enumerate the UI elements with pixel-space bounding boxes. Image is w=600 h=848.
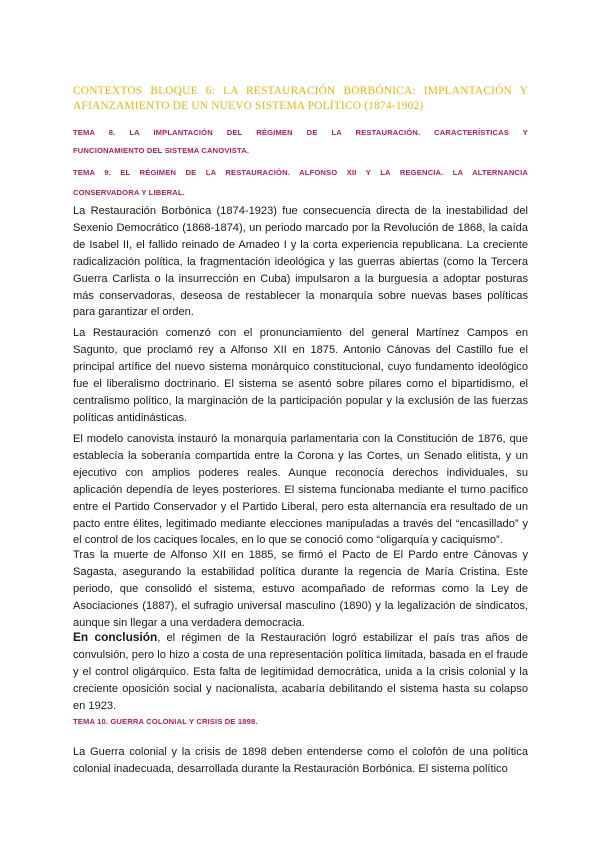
paragraph-modelo-canovista: El modelo canovista instauró la monarquía parlamentaria con la Constitución de 1876, que establecía la soberanía compartida entre la Corona y las Cortes, un Senado elitista, y un ejecutivo con amplios poderes reales. Aunque reconocía derechos individuales, su aplicación dependía de leyes posteriores. El sistema funcionaba mediante el turno pacífico entre el Partido Conservador y el Partido Liberal, pero esta alternancia era resultado de un pacto entre élites, legitimado mediante elecciones manipuladas a través del “encasillado” y el control de los caciques locales, en lo que se conoció como “oligarquía y caciquismo”. [73, 433, 528, 547]
paragraph-guerra-colonial: La Guerra colonial y la crisis de 1898 deben entenderse como el colofón de una política colonial inadecuada, desarrollada durante la Restauración Borbónica. El sistema político [73, 746, 528, 775]
paragraph-regencia: Tras la muerte de Alfonso XII en 1885, se firmó el Pacto de El Pardo entre Cánovas y Sagasta, asegurando la estabilidad política durante la regencia de María Cristina. Este periodo, que consolidó el sistema, estuvo acompañado de reformas como la Ley de Asociaciones (1887), el sufragio universal masculino (1890) y la legalización de sindicatos, aunque sin llegar a una verdadera democracia. [73, 549, 528, 629]
conclusion-lead: En conclusión [73, 630, 158, 644]
paragraph-conclusion [73, 629, 528, 715]
block-title-line-2: AFIANZAMIENTO DE UN NUEVO SISTEMA POLÍTICO (1874-1902) [73, 100, 424, 112]
tema-10-heading: TEMA 10. GUERRA COLONIAL Y CRISIS DE 1898. [73, 717, 258, 726]
block-title-line-1: CONTEXTOS BLOQUE 6: LA RESTAURACIÓN BORBÓNICA: IMPLANTACIÓN Y [73, 85, 528, 97]
tema-9-heading-line-2: CONSERVADORA Y LIBERAL. [73, 188, 185, 197]
tema-8-heading-line-2: FUNCIONAMIENTO DEL SISTEMA CANOVISTA. [73, 146, 250, 155]
tema-9-heading-line-1: TEMA 9. EL RÉGIMEN DE LA RESTAURACIÓN. ALFONSO XII Y LA REGENCIA. LA ALTERNANCIA [73, 168, 528, 177]
paragraph-intro: La Restauración Borbónica (1874-1923) fue consecuencia directa de la inestabilidad del Sexenio Democrático (1868-1874), un periodo marcado por la Revolución de 1868, la caída de Isabel II, el fallido reinado de Amadeo I y la corta experiencia republicana. La creciente radicalización política, la fragmentación ideológica y las guerras abiertas (como la Tercera Guerra Carlista o la insurrección en Cuba) impulsaron a la burguesía a adoptar posturas más conservadoras, deseosa de restablecer la monarquía sobre nuevas bases políticas para garantizar el orden. [73, 205, 528, 319]
paragraph-restauracion: La Restauración comenzó con el pronunciamiento del general Martínez Campos en Sagunto, que proclamó rey a Alfonso XII en 1875. Antonio Cánovas del Castillo fue el principal artífice del nuevo sistema monárquico constitucional, cuyo fundamento ideológico fue el liberalismo doctrinario. El sistema se asentó sobre pilares como el bipartidismo, el centralismo político, la marginación de la participación popular y la exclusión de las fuerzas políticas antidinásticas. [73, 327, 528, 424]
tema-8-heading-line-1: TEMA 8. LA IMPLANTACIÓN DEL RÉGIMEN DE LA RESTAURACIÓN. CARACTERÍSTICAS Y [73, 128, 528, 137]
conclusion-body: , el régimen de la Restauración logró estabilizar el país tras años de convulsión, pero lo hizo a costa de una representación política limitada, basada en el fraude y el control oligárquico. Esta falta de legitimidad democrática, unida a la crisis colonial y la creciente oposición social y nacionalista, acabaría debilitando el sistema hasta su colapso en 1923. [73, 632, 529, 712]
